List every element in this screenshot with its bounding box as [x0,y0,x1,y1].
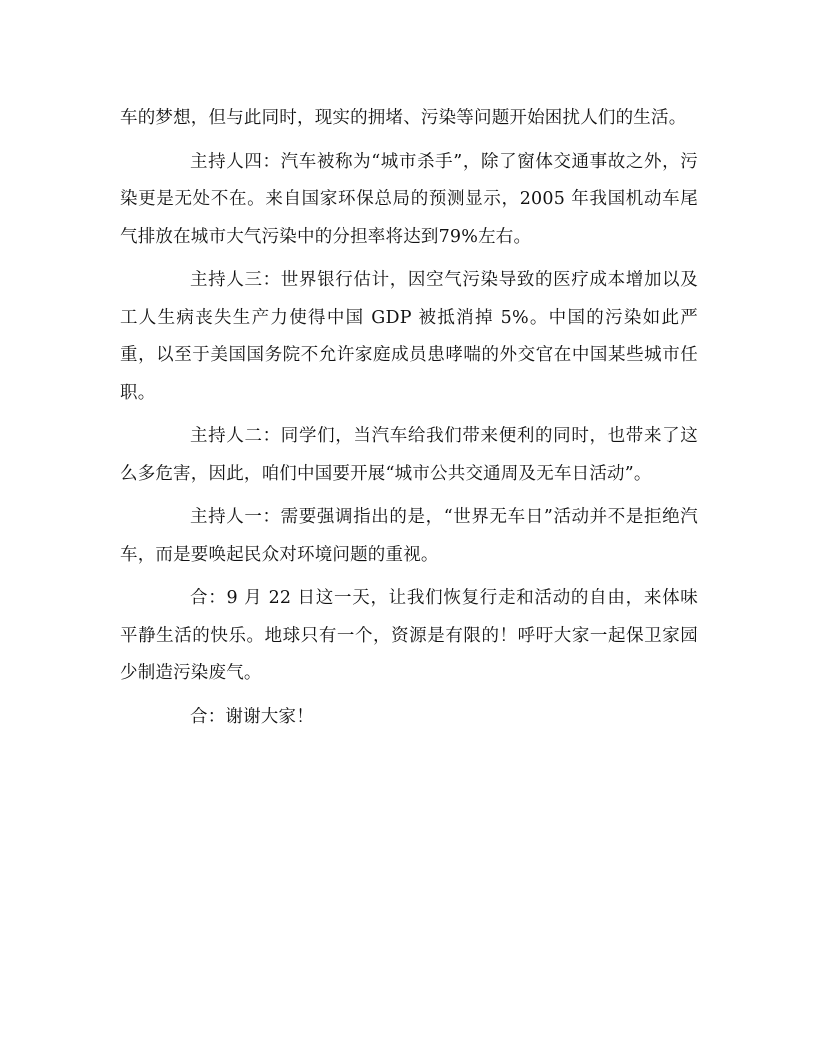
paragraph-together: 合：9 月 22 日这一天，让我们恢复行走和活动的自由，来体味平静生活的快乐。地球只有一个，资源是有限的！呼吁大家一起保卫家园少制造污染废气。 [120,588,698,683]
paragraph-continuation: 车的梦想，但与此同时，现实的拥堵、污染等问题开始困扰人们的生活。 [120,108,687,128]
paragraph-host-three: 主持人三：世界银行估计，因空气污染导致的医疗成本增加以及工人生病丧失生产力使得中国 GDP 被抵消掉 5%。中国的污染如此严重，以至于美国国务院不允许家庭成员患哮喘的外交官在中国某些城市任职。 [120,270,698,403]
paragraph-host-one: 主持人一：需要强调指出的是，“世界无车日”活动并不是拒绝汽车，而是要唤起民众对环境问题的重视。 [120,507,698,565]
paragraph-host-two: 主持人二：同学们，当汽车给我们带来便利的同时，也带来了这么多危害，因此，咱们中国要开展“城市公共交通周及无车日活动”。 [120,426,698,484]
paragraph-host-four: 主持人四：汽车被称为“城市杀手”，除了窗体交通事故之外，污染更是无处不在。来自国家环保总局的预测显示，2005 年我国机动车尾气排放在城市大气污染中的分担率将达到79%左右。 [120,151,698,247]
document-page [120,100,698,742]
paragraph-thanks: 合：谢谢大家！ [190,706,314,727]
